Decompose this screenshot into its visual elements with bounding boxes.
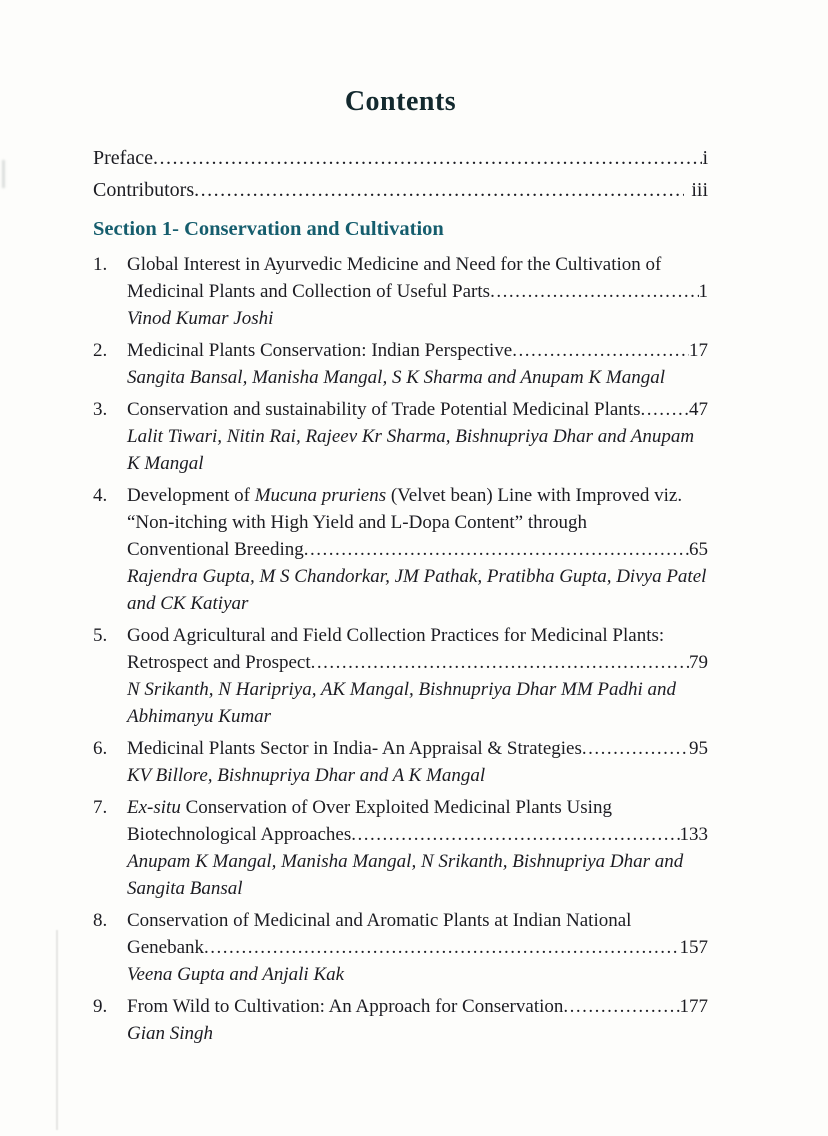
entry-page-number: 79	[689, 652, 708, 673]
dot-leader	[490, 278, 698, 305]
toc-entry	[93, 794, 708, 902]
entry-body	[127, 993, 708, 1047]
entry-number: 4.	[93, 485, 108, 506]
page-content	[93, 86, 708, 1052]
dot-leader	[311, 649, 689, 676]
entry-page-number: 133	[679, 824, 708, 845]
scan-artifact-spine-line	[56, 930, 58, 1130]
entry-page-number: 95	[689, 738, 708, 759]
page-title: Contents	[344, 86, 457, 117]
entry-authors: Vinod Kumar Joshi	[127, 308, 274, 329]
title-segment: Global Interest in Ayurvedic Medicine and Need for the Cultivation of	[127, 254, 662, 275]
title-segment: Development of	[127, 485, 255, 506]
entry-leader-line	[127, 337, 708, 364]
title-segment: Conservation of Medicinal and Aromatic Plants at Indian National	[127, 910, 632, 931]
entry-authors: Anupam K Mangal, Manisha Mangal, N Srikanth, Bishnupriya Dhar and	[127, 851, 684, 872]
entry-body	[127, 735, 708, 789]
entry-page-number: 47	[689, 399, 708, 420]
toc-entry	[93, 482, 708, 617]
entry-body	[127, 482, 708, 617]
toc-entry	[93, 337, 708, 391]
title-segment: Good Agricultural and Field Collection Practices for Medicinal Plants:	[127, 625, 665, 646]
dot-leader	[563, 993, 679, 1020]
entry-title-line	[127, 794, 708, 821]
title-segment: “Non-itching with High Yield and L-Dopa Content” through	[127, 512, 587, 533]
entry-body	[127, 251, 708, 332]
dot-leader	[194, 174, 684, 206]
front-matter-row-contributors	[93, 174, 708, 206]
entry-number: 2.	[93, 340, 108, 361]
entry-authors: Abhimanyu Kumar	[127, 706, 272, 727]
entry-authors: N Srikanth, N Haripriya, AK Mangal, Bishnupriya Dhar MM Padhi and	[127, 679, 677, 700]
toc-entry	[93, 622, 708, 730]
entry-authors: Rajendra Gupta, M S Chandorkar, JM Pathak, Pratibha Gupta, Divya Patel	[127, 566, 707, 587]
entry-title-line	[127, 907, 708, 934]
entry-page-number: 17	[689, 340, 708, 361]
title-segment: Biotechnological Approaches	[127, 824, 352, 845]
entry-number: 6.	[93, 738, 108, 759]
title-segment-italic: Mucuna pruriens	[254, 485, 387, 506]
entry-page-number: 1	[698, 281, 708, 302]
title-segment: Medicinal Plants Sector in India- An Appraisal & Strategies	[127, 738, 582, 759]
title-segment: (Velvet bean) Line with Improved viz.	[386, 485, 683, 506]
entry-title-line	[127, 509, 708, 536]
entry-authors: Sangita Bansal, Manisha Mangal, S K Sharma and Anupam K Mangal	[127, 367, 665, 388]
entry-body	[127, 337, 708, 391]
entry-leader-line	[127, 821, 708, 848]
entry-authors: Sangita Bansal	[127, 878, 243, 899]
entry-body	[127, 622, 708, 730]
entry-leader-line	[127, 536, 708, 563]
entry-number: 9.	[93, 996, 108, 1017]
title-segment: Retrospect and Prospect	[127, 652, 311, 673]
title-segment: Medicinal Plants and Collection of Useful Parts	[127, 281, 491, 302]
toc-entry-list	[93, 251, 708, 1047]
entry-leader-line	[127, 396, 708, 423]
title-segment: Medicinal Plants Conservation: Indian Perspective	[127, 340, 513, 361]
toc-entry	[93, 396, 708, 477]
front-matter	[93, 142, 708, 206]
dot-leader	[153, 142, 702, 174]
entry-authors: Gian Singh	[127, 1023, 214, 1044]
dot-leader	[640, 396, 689, 423]
entry-body	[127, 907, 708, 988]
title-segment-italic: Ex-situ	[127, 797, 181, 818]
title-segment: Conventional Breeding	[127, 539, 304, 560]
entry-page-number: 65	[689, 539, 708, 560]
entry-leader-line	[127, 735, 708, 762]
dot-leader	[351, 821, 679, 848]
front-matter-row-preface	[93, 142, 708, 174]
front-matter-page-number: i	[702, 147, 708, 169]
entry-title-line	[127, 251, 708, 278]
dot-leader	[582, 735, 689, 762]
entry-authors: and CK Katiyar	[127, 593, 249, 614]
scan-artifact-mark	[2, 160, 5, 188]
entry-number: 3.	[93, 399, 108, 420]
front-matter-label: Contributors	[93, 179, 195, 201]
toc-entry	[93, 907, 708, 988]
entry-number: 7.	[93, 797, 108, 818]
entry-number: 8.	[93, 910, 108, 931]
title-segment: From Wild to Cultivation: An Approach for Conservation	[127, 996, 564, 1017]
toc-entry	[93, 735, 708, 789]
entry-authors: Veena Gupta and Anjali Kak	[127, 964, 345, 985]
section-heading: Section 1- Conservation and Cultivation	[93, 218, 444, 240]
entry-leader-line	[127, 278, 708, 305]
dot-leader	[204, 934, 679, 961]
entry-leader-line	[127, 649, 708, 676]
entry-page-number: 177	[679, 996, 708, 1017]
front-matter-page-number: iii	[691, 179, 708, 201]
entry-number: 1.	[93, 254, 108, 275]
title-segment: Genebank	[127, 937, 205, 958]
entry-body	[127, 396, 708, 477]
dot-leader	[304, 536, 689, 563]
entry-leader-line	[127, 934, 708, 961]
entry-title-line	[127, 482, 708, 509]
entry-number: 5.	[93, 625, 108, 646]
toc-entry	[93, 993, 708, 1047]
entry-authors: Lalit Tiwari, Nitin Rai, Rajeev Kr Sharma, Bishnupriya Dhar and Anupam	[127, 426, 695, 447]
entry-authors: KV Billore, Bishnupriya Dhar and A K Mangal	[127, 765, 486, 786]
toc-entry	[93, 251, 708, 332]
entry-page-number: 157	[679, 937, 708, 958]
front-matter-label: Preface	[93, 147, 153, 169]
entry-authors: K Mangal	[127, 453, 204, 474]
dot-leader	[512, 337, 689, 364]
entry-leader-line	[127, 993, 708, 1020]
entry-title-line	[127, 622, 708, 649]
title-segment: Conservation and sustainability of Trade Potential Medicinal Plants	[127, 399, 641, 420]
title-segment: Conservation of Over Exploited Medicinal Plants Using	[180, 797, 612, 818]
entry-body	[127, 794, 708, 902]
